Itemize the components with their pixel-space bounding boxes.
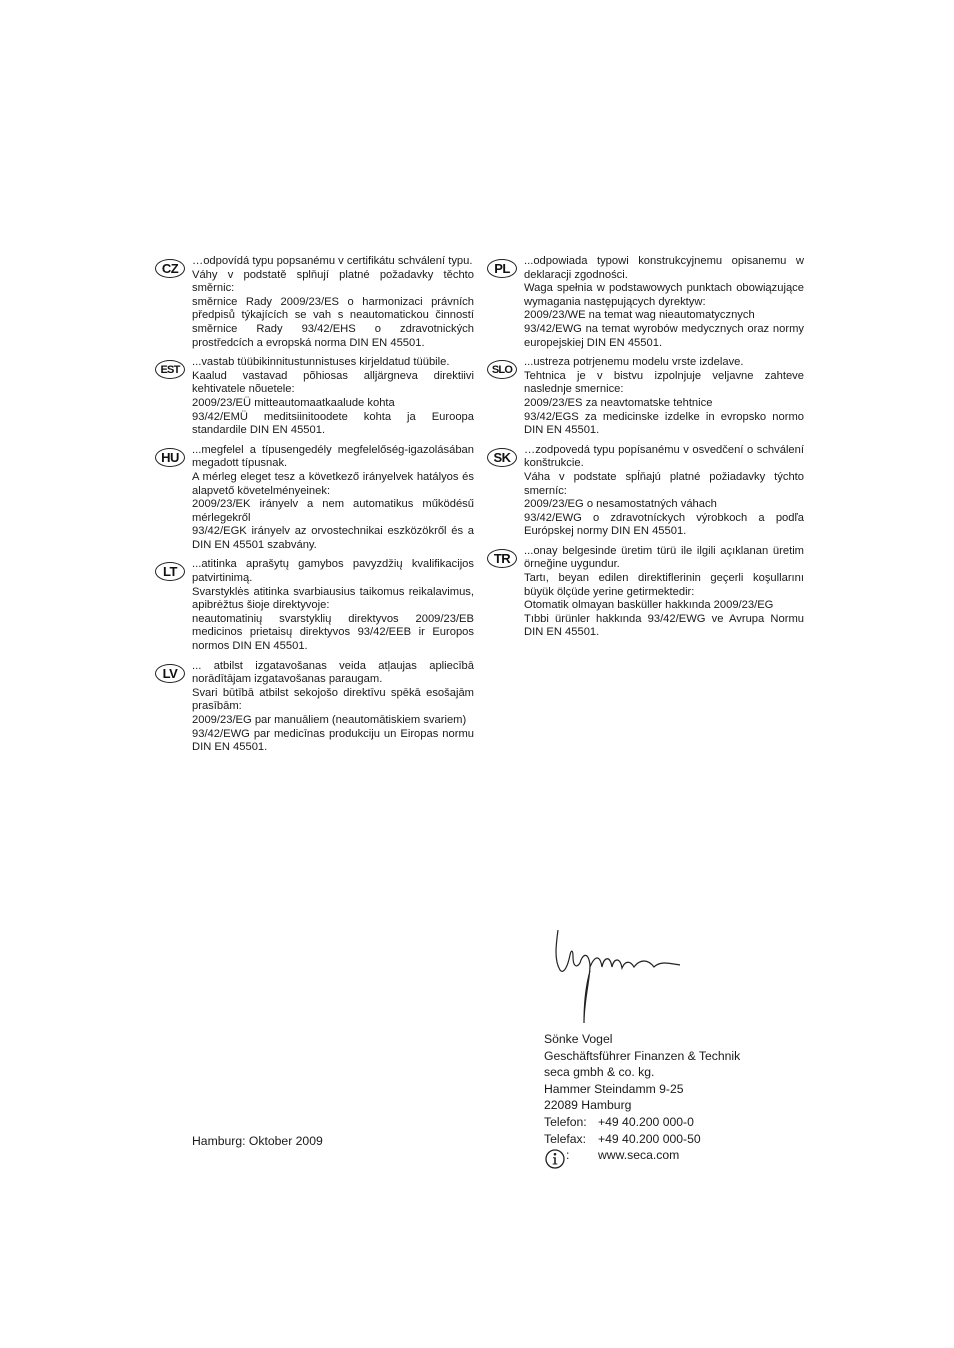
declaration-line: 2009/23/ES za neavtomatske tehtnice bbox=[524, 396, 713, 409]
declaration-line: 2009/23/WE na temat wag nieautomatycznych bbox=[524, 309, 755, 322]
right-column bbox=[491, 255, 804, 646]
web-label: : bbox=[566, 1148, 570, 1163]
contact-fax-row bbox=[544, 1131, 740, 1148]
declaration-line: neautomatinių svarstyklių direktyvos 2009/23/EB medicinos prietaisų direktyvos 93/42/EEB ir Europos normos DIN EN 45501. bbox=[192, 612, 474, 653]
declaration-line: 93/42/EWG par medicīnas produkciju un Eiropas normu DIN EN 45501. bbox=[192, 727, 474, 754]
declaration-line: 93/42/EGS za medicinske izdelke in evropsko normo DIN EN 45501. bbox=[524, 410, 804, 437]
declaration-line: Tartı, beyan edilen direktiflerinin geçerli koşullarını büyük ölçüde yerine getirmektedir: bbox=[524, 572, 804, 598]
declaration-est bbox=[160, 356, 474, 438]
declaration-sk bbox=[493, 443, 804, 539]
declaration-lt bbox=[163, 558, 474, 653]
contact-company: seca gmbh & co. kg. bbox=[544, 1065, 655, 1080]
declaration-line: Svarstyklės atitinka svarbiausius taikomus reikalavimus, apibrėžtus šioje direktyvoje: bbox=[192, 585, 474, 612]
declaration-lv bbox=[162, 659, 474, 755]
declaration-pl bbox=[494, 255, 804, 350]
declaration-line: 2009/23/EK irányelv a nem automatikus működésű mérlegekről bbox=[192, 498, 474, 524]
contact-city: 22089 Hamburg bbox=[544, 1098, 632, 1113]
contact-block bbox=[544, 1031, 740, 1164]
contact-phone-row bbox=[544, 1114, 740, 1131]
declaration-line: 2009/23/EG par manuāliem (neautomātiskiem svariem) bbox=[192, 714, 467, 726]
declaration-line: 2009/23/EÜ mitteautomaatkaalude kohta bbox=[192, 396, 395, 409]
contact-name: Sönke Vogel bbox=[544, 1032, 613, 1046]
declaration-line: směrnice Rady 2009/23/ES o harmonizaci právních předpisů týkajících se vah s neautomatickou činností směrnice Rady 93/42/EHS o zdravotnických prostředcích a evropská norma DIN EN 45501. bbox=[192, 295, 474, 349]
place-date: Hamburg: Oktober 2009 bbox=[192, 1134, 323, 1148]
declaration-line: ...onay belgesinde üretim türü ile ilgili açıklanan üretim örneğine uygundur. bbox=[524, 544, 804, 571]
declaration-cz bbox=[161, 255, 474, 350]
declaration-line: 93/42/EMÜ meditsiinitoodete kohta ja Euroopa standardile DIN EN 45501. bbox=[192, 410, 474, 437]
declaration-line: A mérleg eleget tesz a következő irányelvek hatályos és alapvető követelményeinek: bbox=[192, 470, 474, 497]
declaration-line: ...vastab tüübikinnitustunnistuses kirjeldatud tüübile. bbox=[192, 356, 450, 369]
country-code-badge: EST bbox=[155, 360, 185, 379]
country-code-badge: LV bbox=[155, 664, 185, 683]
phone-number: +49 40.200 000-0 bbox=[598, 1114, 694, 1129]
declaration-line: …zodpovedá typu popísanému v osvedčení o schválení konštrukcie. bbox=[524, 443, 804, 470]
phone-label: Telefon: bbox=[544, 1114, 587, 1129]
fax-number: +49 40.200 000-50 bbox=[598, 1131, 701, 1146]
left-column bbox=[160, 255, 474, 761]
country-code-badge: CZ bbox=[155, 259, 185, 278]
country-code-badge: PL bbox=[487, 259, 517, 278]
country-code-badge: SLO bbox=[487, 360, 517, 379]
contact-street: Hammer Steindamm 9-25 bbox=[544, 1081, 684, 1096]
country-code-badge: LT bbox=[155, 562, 185, 581]
declaration-line: ...ustreza potrjenemu modelu vrste izdelave. bbox=[524, 356, 744, 369]
fax-label: Telefax: bbox=[544, 1131, 587, 1146]
declaration-line: Otomatik olmayan basküller hakkında 2009/23/EG bbox=[524, 599, 774, 612]
contact-position: Geschäftsführer Finanzen & Technik bbox=[544, 1048, 741, 1063]
declaration-line: 2009/23/EG o nesamostatných váhach bbox=[524, 498, 717, 511]
declaration-tr bbox=[493, 544, 804, 640]
declaration-line: ... atbilst izgatavošanas veida atļaujas apliecībā norādītājam izgatavošanas paraugam. bbox=[192, 659, 474, 686]
declaration-hu bbox=[161, 443, 474, 553]
declaration-slo bbox=[491, 356, 804, 438]
info-icon bbox=[545, 1149, 565, 1169]
contact-web-row bbox=[544, 1147, 740, 1164]
signature-image bbox=[540, 925, 690, 1025]
declaration-line: Svari būtībā atbilst sekojošo direktīvu spēkā esošajām prasībām: bbox=[192, 686, 474, 713]
web-address: www.seca.com bbox=[598, 1148, 680, 1163]
declaration-line: 93/42/EWG o zdravotníckych výrobkoch a podľa Európskej normy DIN EN 45501. bbox=[524, 511, 804, 538]
declaration-line: Váhy v podstatě splňují platné požadavky těchto směrnic: bbox=[192, 268, 474, 295]
declaration-line: 93/42/EGK irányelv az orvostechnikai eszközökről és a DIN EN 45501 szabvány. bbox=[192, 525, 474, 551]
declaration-line: 93/42/EWG na temat wyrobów medycznych oraz normy europejskiej DIN EN 45501. bbox=[524, 322, 804, 349]
declaration-line: Váha v podstate spĺňajú platné požiadavky týchto smerníc: bbox=[524, 470, 804, 497]
declaration-line: Tıbbi ürünler hakkında 93/42/EWG ve Avrupa Normu DIN EN 45501. bbox=[524, 612, 804, 639]
declaration-line: Kaalud vastavad põhiosas alljärgneva direktiivi kehtivatele nõuetele: bbox=[192, 369, 474, 396]
declaration-line: ...atitinka aprašytų gamybos pavyzdžių kvalifikacijos patvirtinimą. bbox=[192, 558, 474, 585]
declaration-line: Waga spełnia w podstawowych punktach obowiązujące wymagania następujących dyrektyw: bbox=[524, 282, 804, 308]
country-code-badge: HU bbox=[155, 448, 185, 467]
declaration-line: ...odpowiada typowi konstrukcyjnemu opisanemu w deklaracji zgodności. bbox=[524, 255, 804, 281]
country-code-badge: TR bbox=[487, 549, 517, 568]
declaration-line: Tehtnica je v bistvu izpolnjuje veljavne zahteve naslednje smernice: bbox=[524, 369, 804, 396]
declaration-line: ...megfelel a típusengedély megfelelőség-igazolásában megadott típusnak. bbox=[192, 443, 474, 470]
declaration-line: …odpovídá typu popsanému v certifikátu schválení typu. bbox=[192, 255, 473, 267]
country-code-badge: SK bbox=[487, 448, 517, 467]
